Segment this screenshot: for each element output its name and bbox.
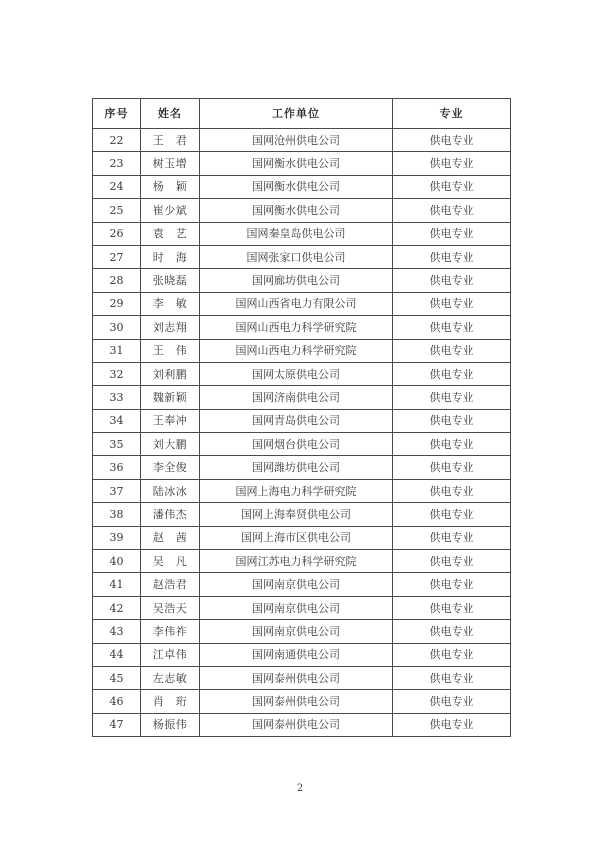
table-cell-name: 魏新颖 [141, 386, 200, 409]
table-cell-no: 22 [93, 129, 141, 152]
table-cell-no: 24 [93, 175, 141, 198]
table-cell-major: 供电专业 [393, 386, 511, 409]
table-cell-major: 供电专业 [393, 362, 511, 385]
table-cell-unit: 国网山西电力科学研究院 [200, 316, 393, 339]
table-cell-name: 赵浩君 [141, 573, 200, 596]
table-cell-name: 刘志翔 [141, 316, 200, 339]
table-cell-unit: 国网上海市区供电公司 [200, 526, 393, 549]
table-cell-name: 杨 颖 [141, 175, 200, 198]
table-row [93, 409, 511, 432]
table-cell-no: 45 [93, 666, 141, 689]
table-cell-major: 供电专业 [393, 503, 511, 526]
table-cell-name: 时 海 [141, 245, 200, 268]
table-cell-name: 李全俊 [141, 456, 200, 479]
table-cell-no: 35 [93, 433, 141, 456]
table-cell-major: 供电专业 [393, 175, 511, 198]
table-cell-major: 供电专业 [393, 129, 511, 152]
table-row [93, 152, 511, 175]
table-cell-major: 供电专业 [393, 550, 511, 573]
table-cell-major: 供电专业 [393, 526, 511, 549]
table-cell-major: 供电专业 [393, 245, 511, 268]
table-cell-name: 树玉增 [141, 152, 200, 175]
table-cell-major: 供电专业 [393, 269, 511, 292]
page-number: 2 [296, 783, 304, 794]
table-row [93, 175, 511, 198]
table-row [93, 713, 511, 736]
table-row [93, 129, 511, 152]
table-cell-major: 供电专业 [393, 666, 511, 689]
table-cell-no: 23 [93, 152, 141, 175]
table-cell-no: 41 [93, 573, 141, 596]
table-cell-unit: 国网泰州供电公司 [200, 690, 393, 713]
table-row [93, 316, 511, 339]
table-row [93, 199, 511, 222]
table-cell-no: 42 [93, 596, 141, 619]
table-row [93, 269, 511, 292]
column-header: 专业 [393, 99, 511, 129]
table-row [93, 690, 511, 713]
table-cell-no: 26 [93, 222, 141, 245]
table-cell-no: 27 [93, 245, 141, 268]
table-cell-major: 供电专业 [393, 316, 511, 339]
table-cell-unit: 国网烟台供电公司 [200, 433, 393, 456]
table-cell-no: 38 [93, 503, 141, 526]
table-cell-unit: 国网泰州供电公司 [200, 713, 393, 736]
table-row [93, 596, 511, 619]
column-header: 姓名 [141, 99, 200, 129]
table-cell-no: 33 [93, 386, 141, 409]
table-cell-no: 36 [93, 456, 141, 479]
table-cell-unit: 国网秦皇岛供电公司 [200, 222, 393, 245]
table-cell-no: 28 [93, 269, 141, 292]
table-cell-major: 供电专业 [393, 596, 511, 619]
table-cell-name: 陆冰冰 [141, 479, 200, 502]
table-cell-name: 吴浩天 [141, 596, 200, 619]
table-cell-unit: 国网衡水供电公司 [200, 152, 393, 175]
table-body [93, 129, 511, 737]
table-cell-unit: 国网江苏电力科学研究院 [200, 550, 393, 573]
table-cell-unit: 国网南京供电公司 [200, 620, 393, 643]
table-cell-no: 44 [93, 643, 141, 666]
table-cell-unit: 国网济南供电公司 [200, 386, 393, 409]
column-header: 序号 [93, 99, 141, 129]
table-cell-unit: 国网上海奉贤供电公司 [200, 503, 393, 526]
table-cell-unit: 国网南京供电公司 [200, 596, 393, 619]
table-cell-major: 供电专业 [393, 409, 511, 432]
table-cell-name: 李 敏 [141, 292, 200, 315]
table-cell-no: 40 [93, 550, 141, 573]
table-row [93, 339, 511, 362]
table-cell-major: 供电专业 [393, 690, 511, 713]
table-row [93, 479, 511, 502]
table-row [93, 386, 511, 409]
table-cell-major: 供电专业 [393, 479, 511, 502]
table-cell-unit: 国网沧州供电公司 [200, 129, 393, 152]
table-cell-unit: 国网泰州供电公司 [200, 666, 393, 689]
table-cell-no: 32 [93, 362, 141, 385]
table-cell-name: 袁 艺 [141, 222, 200, 245]
table-cell-no: 39 [93, 526, 141, 549]
table-cell-no: 25 [93, 199, 141, 222]
table-cell-no: 34 [93, 409, 141, 432]
table-cell-unit: 国网青岛供电公司 [200, 409, 393, 432]
table-cell-unit: 国网太原供电公司 [200, 362, 393, 385]
table-cell-no: 43 [93, 620, 141, 643]
table-cell-unit: 国网衡水供电公司 [200, 175, 393, 198]
table-cell-unit: 国网衡水供电公司 [200, 199, 393, 222]
table-cell-name: 潘伟杰 [141, 503, 200, 526]
table-row [93, 362, 511, 385]
table-cell-name: 王 君 [141, 129, 200, 152]
table-cell-unit: 国网山西省电力有限公司 [200, 292, 393, 315]
table-cell-no: 37 [93, 479, 141, 502]
table-row [93, 222, 511, 245]
table-cell-no: 46 [93, 690, 141, 713]
table-cell-name: 张晓磊 [141, 269, 200, 292]
table-cell-major: 供电专业 [393, 152, 511, 175]
table-cell-major: 供电专业 [393, 222, 511, 245]
table-cell-name: 王 伟 [141, 339, 200, 362]
table-cell-major: 供电专业 [393, 713, 511, 736]
table-row [93, 456, 511, 479]
table-cell-major: 供电专业 [393, 573, 511, 596]
table-cell-unit: 国网南通供电公司 [200, 643, 393, 666]
table-row [93, 643, 511, 666]
table-cell-unit: 国网廊坊供电公司 [200, 269, 393, 292]
table-row [93, 503, 511, 526]
table-cell-name: 江卓伟 [141, 643, 200, 666]
table-row [93, 526, 511, 549]
table-cell-unit: 国网潍坊供电公司 [200, 456, 393, 479]
table-cell-name: 刘大鹏 [141, 433, 200, 456]
table-cell-name: 刘利鹏 [141, 362, 200, 385]
table-cell-major: 供电专业 [393, 199, 511, 222]
table-cell-name: 肖 珩 [141, 690, 200, 713]
table-cell-unit: 国网张家口供电公司 [200, 245, 393, 268]
column-header: 工作单位 [200, 99, 393, 129]
table-cell-no: 31 [93, 339, 141, 362]
table-row [93, 620, 511, 643]
table-cell-major: 供电专业 [393, 620, 511, 643]
table-header-row [93, 99, 511, 129]
table-cell-major: 供电专业 [393, 456, 511, 479]
table-cell-unit: 国网上海电力科学研究院 [200, 479, 393, 502]
table-row [93, 573, 511, 596]
table-cell-name: 王奉冲 [141, 409, 200, 432]
table-row [93, 550, 511, 573]
table-row [93, 245, 511, 268]
table-row [93, 666, 511, 689]
table-cell-no: 47 [93, 713, 141, 736]
table-cell-major: 供电专业 [393, 433, 511, 456]
table-cell-unit: 国网山西电力科学研究院 [200, 339, 393, 362]
table-cell-major: 供电专业 [393, 339, 511, 362]
table-cell-name: 李伟祚 [141, 620, 200, 643]
table-cell-no: 29 [93, 292, 141, 315]
table-cell-name: 崔少斌 [141, 199, 200, 222]
table-row [93, 433, 511, 456]
table-cell-name: 左志敏 [141, 666, 200, 689]
table-cell-major: 供电专业 [393, 292, 511, 315]
table-cell-major: 供电专业 [393, 643, 511, 666]
table-cell-name: 杨振伟 [141, 713, 200, 736]
table-cell-name: 吴 凡 [141, 550, 200, 573]
table-cell-no: 30 [93, 316, 141, 339]
table-cell-name: 赵 茜 [141, 526, 200, 549]
table-row [93, 292, 511, 315]
roster-table [92, 98, 511, 737]
table-cell-unit: 国网南京供电公司 [200, 573, 393, 596]
